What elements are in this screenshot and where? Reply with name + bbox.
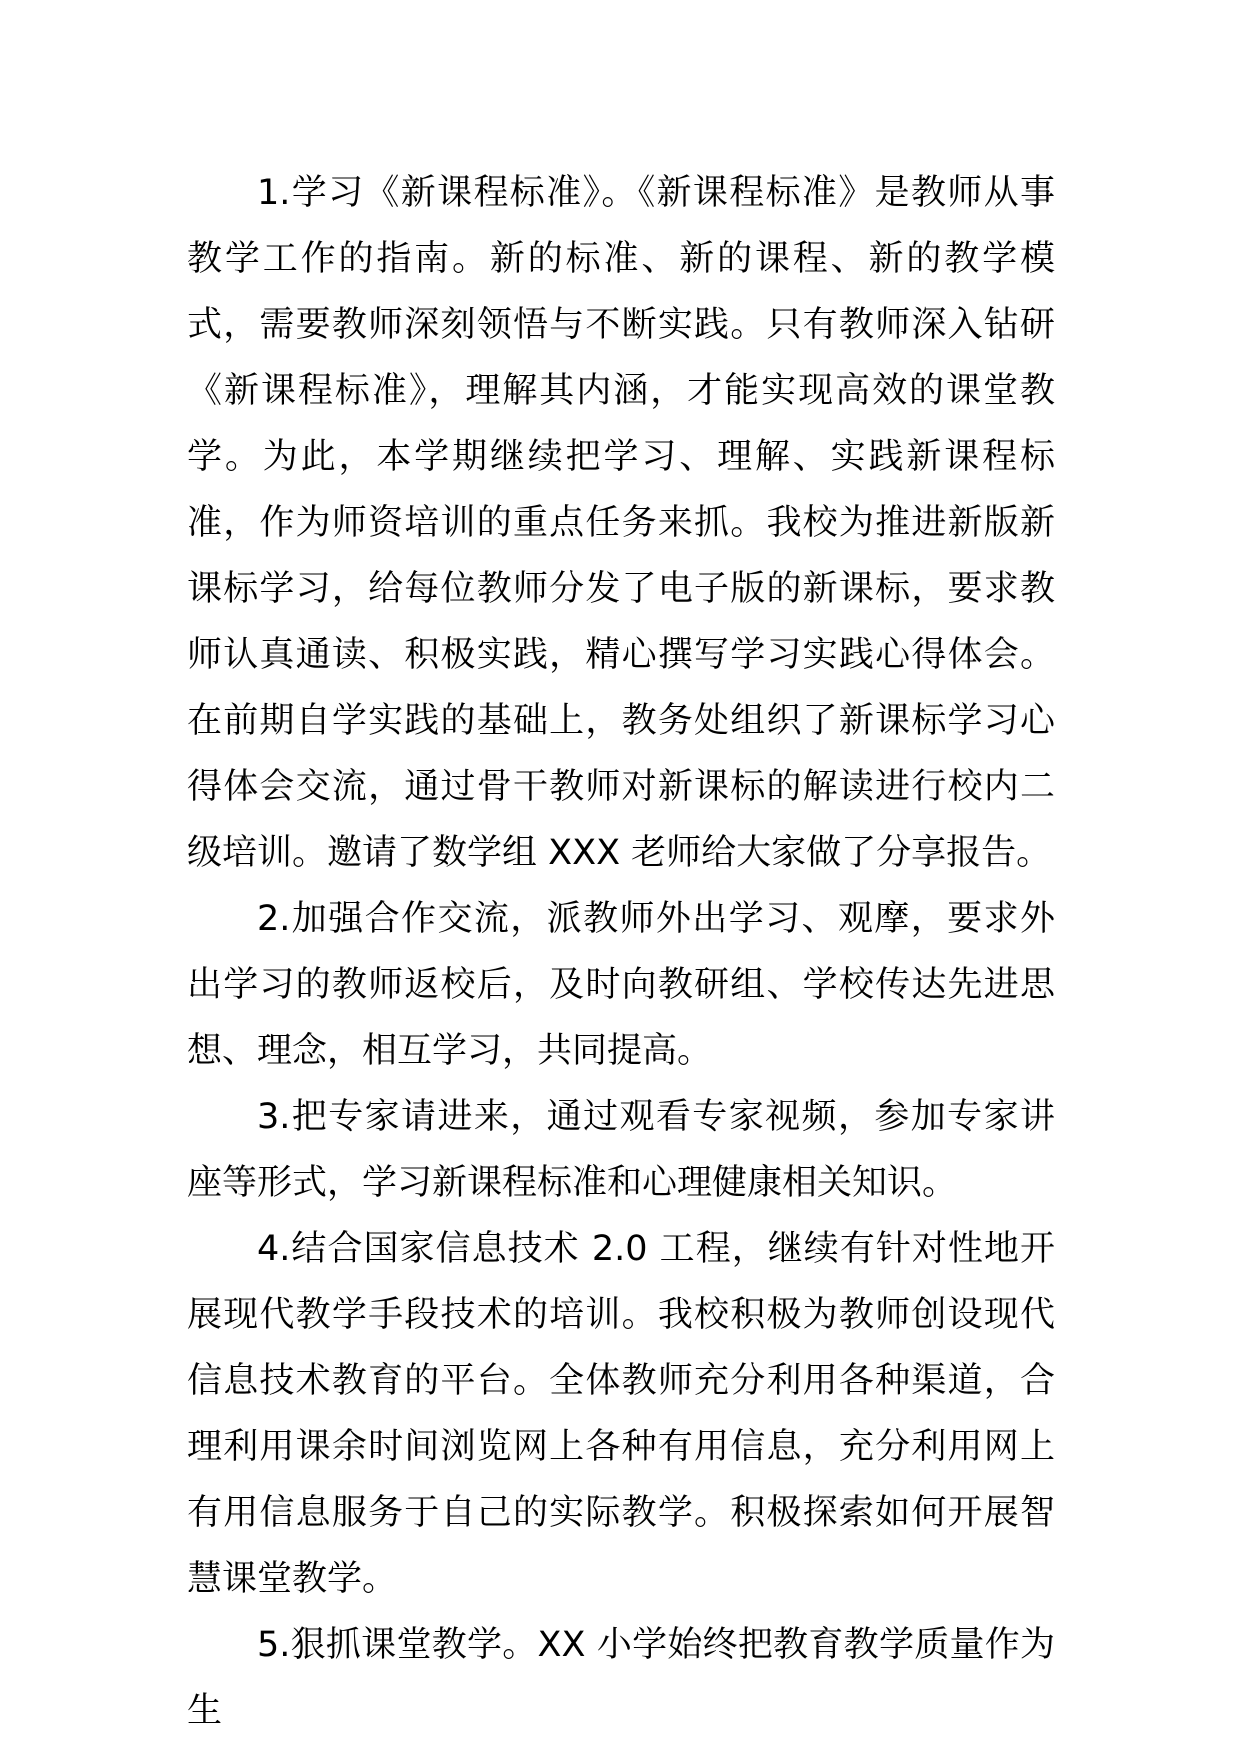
- paragraph-1: 1.学习《新课程标准》。《新课程标准》是教师从事教学工作的指南。新的标准、新的课程、新的教学模式，需要教师深刻领悟与不断实践。只有教师深入钻研《新课程标准》，理解其内涵，才能实现高效的课堂教学。为此，本学期继续把学习、理解、实践新课程标准，作为师资培训的重点任务来抓。我校为推进新版新课标学习，给每位教师分发了电子版的新课标，要求教师认真通读、积极实践，精心撰写学习实践心得体会。在前期自学实践的基础上，教务处组织了新课标学习心得体会交流，通过骨干教师对新课标的解读进行校内二级培训。邀请了数学组 XXX 老师给大家做了分享报告。: [187, 173, 1055, 873]
- paragraph-3: 3.把专家请进来，通过观看专家视频，参加专家讲座等形式，学习新课程标准和心理健康相关知识。: [187, 1097, 1055, 1203]
- paragraph-2: 2.加强合作交流，派教师外出学习、观摩，要求外出学习的教师返校后，及时向教研组、学校传达先进思想、理念，相互学习，共同提高。: [187, 899, 1055, 1071]
- document-body: [187, 160, 1055, 1744]
- paragraph-5: 5.狠抓课堂教学。XX 小学始终把教育教学质量作为生: [187, 1625, 1055, 1731]
- paragraph-4: 4.结合国家信息技术 2.0 工程，继续有针对性地开展现代教学手段技术的培训。我校积极为教师创设现代信息技术教育的平台。全体教师充分利用各种渠道，合理利用课余时间浏览网上各种有用信息，充分利用网上有用信息服务于自己的实际教学。积极探索如何开展智慧课堂教学。: [187, 1229, 1055, 1599]
